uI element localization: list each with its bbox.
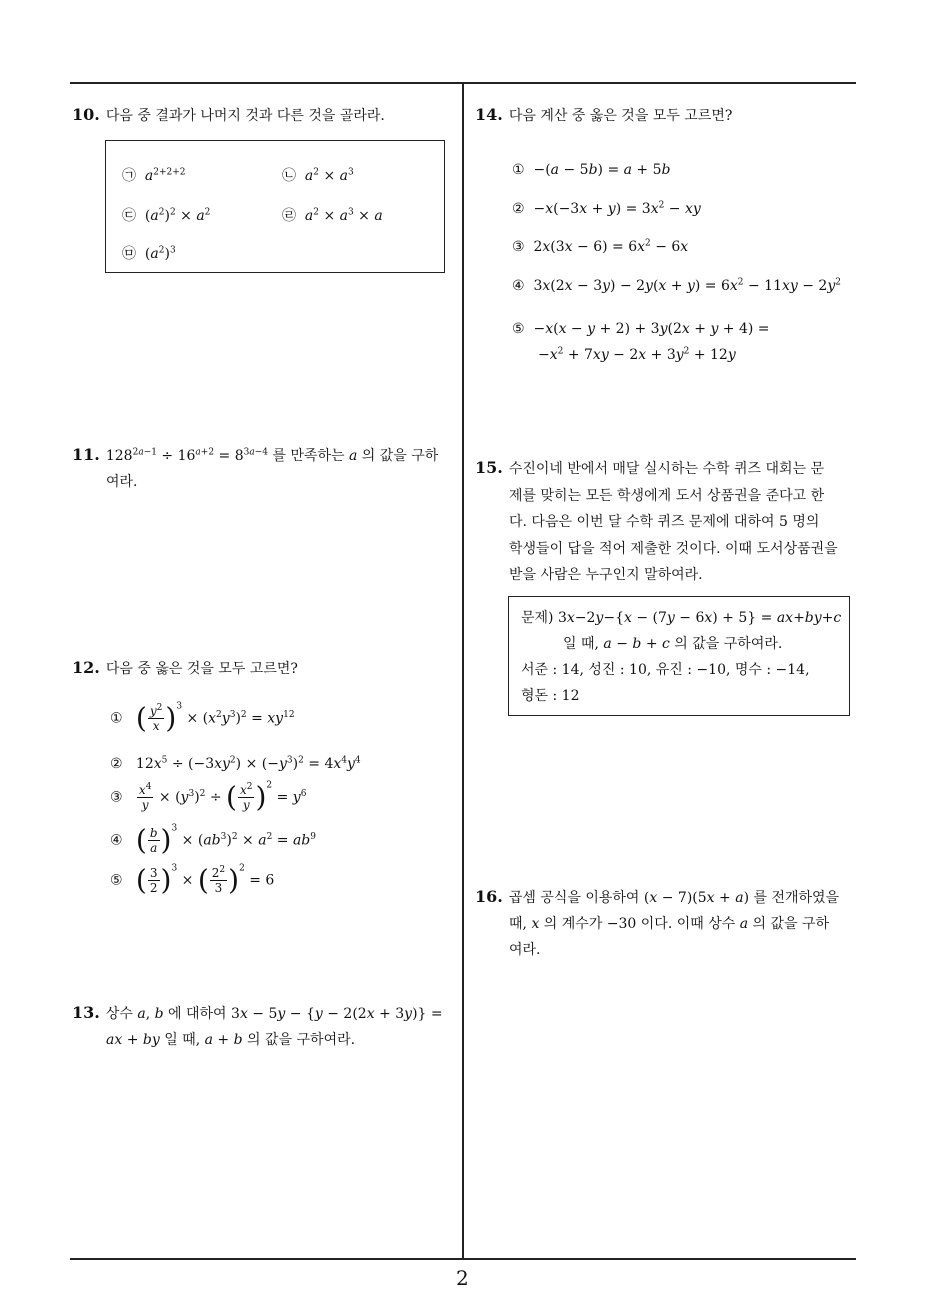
question-number: 15. — [475, 458, 503, 477]
option-5: ㉤ $(a^2)^3$ — [122, 245, 176, 262]
q11-line2: 여라. — [106, 474, 138, 490]
option-4: ㉣ $a^2 \times a^3 \times a$ — [282, 207, 383, 224]
question-number: 14. — [475, 105, 503, 124]
option-1: ㉠ $a^{2+2+2}$ — [122, 167, 186, 184]
question-12 — [72, 655, 457, 682]
question-text: 다음 계산 중 옳은 것을 모두 고르면? — [508, 108, 733, 124]
q12-option-3: ③ $\frac{x^4}{y}$ × $(y^3)^2$ ÷ ( $\frac{x^2}{y}$ )$^2 = y^6$ — [110, 780, 307, 814]
question-number: 10. — [72, 105, 100, 124]
question-number: 16. — [475, 887, 503, 906]
question-16: 16. 곱셈 공식을 이용하여 (x − 7)(5x + a) 를 전개하였을 때, x 의 계수가 −30 이다. 이때 상수 a 의 값을 구하 여라. — [475, 887, 840, 958]
question-11: 11. $128^{2a-1} \div 16^{a+2} = 8^{3a-4}$ 를 만족하는 a 의 값을 구하 여라. — [72, 442, 462, 495]
question-text: 다음 중 결과가 나머지 것과 다른 것을 골라라. — [105, 108, 385, 124]
q12-option-4: ④ ( $\frac{b}{a}$ )$^3 \times (ab^3)^2 \times a^2 = ab^9$ — [110, 823, 316, 857]
question-15: 15. 수진이네 반에서 매달 실시하는 수학 퀴즈 대회는 문 제를 맞히는 모든 학생에게 도서 상품권을 준다고 한 다. 다음은 이번 달 수학 퀴즈 문제에 대하여 5 명의 학생들이 답을 적어 제출한 것이다. 이때 도서상품권을 받을 사람은 누구인지 말하여라. — [475, 458, 838, 583]
problem-line-3: 서준 : 14, 성진 : 10, 유진 : −10, 명수 : −14, — [521, 662, 810, 678]
q14-option-3: ③ $2x(3x - 6) = 6x^2 - 6x$ — [512, 238, 689, 255]
option-3: ㉢ $(a^2)^2 \times a^2$ — [122, 207, 211, 224]
problem-line-2: 일 때, a − b + c 의 값을 구하여라. — [563, 636, 783, 652]
question-14 — [475, 102, 855, 129]
q15-problem-box — [508, 596, 850, 716]
q14-option-4: ④ $3x(2x - 3y) - 2y(x + y) = 6x^2 - 11xy - 2y^2$ — [512, 277, 841, 294]
q12-option-1: ① ( $\frac{y^2}{x}$ )$^3 \times (x^2y^3)^2 = xy^{12}$ — [110, 701, 295, 735]
bottom-rule — [70, 1258, 856, 1260]
question-number: 13. — [72, 1003, 100, 1022]
column-divider — [462, 83, 464, 1259]
question-number: 12. — [72, 658, 100, 677]
question-text: 다음 중 옳은 것을 모두 고르면? — [105, 661, 298, 677]
q14-option-1: ① −(a − 5b) = a + 5b — [512, 162, 671, 178]
q10-options-box — [105, 140, 445, 273]
page-number: 2 — [456, 1266, 469, 1290]
option-2: ㉡ $a^2 \times a^3$ — [282, 167, 354, 184]
q14-option-5: ⑤ −x(x − y + 2) + 3y(2x + y + 4) = $-x^2 + 7xy - 2x + 3y^2 + 12y$ — [512, 321, 770, 363]
question-13: 13. 상수 a, b 에 대하여 3x − 5y − {y − 2(2x + 3y)} = ax + by 일 때, a + b 의 값을 구하여라. — [72, 1003, 443, 1048]
q12-option-5: ⑤ ( $\frac{3}{2}$ )$^3$ × ( $\frac{2^2}{3}$ )$^2$ = 6 — [110, 863, 275, 897]
question-number: 11. — [72, 445, 100, 464]
problem-line-4: 형돈 : 12 — [521, 688, 580, 704]
problem-line-1: 문제) 3x−2y−{x − (7y − 6x) + 5} = ax+by+c — [521, 610, 842, 626]
question-10 — [72, 102, 457, 129]
q12-option-2: ② $12x^5 \div (-3xy^2) \times (-y^3)^2 = 4x^4y^4$ — [110, 755, 361, 772]
q14-option-2: ② $-x(-3x + y) = 3x^2$ − xy — [512, 200, 701, 217]
